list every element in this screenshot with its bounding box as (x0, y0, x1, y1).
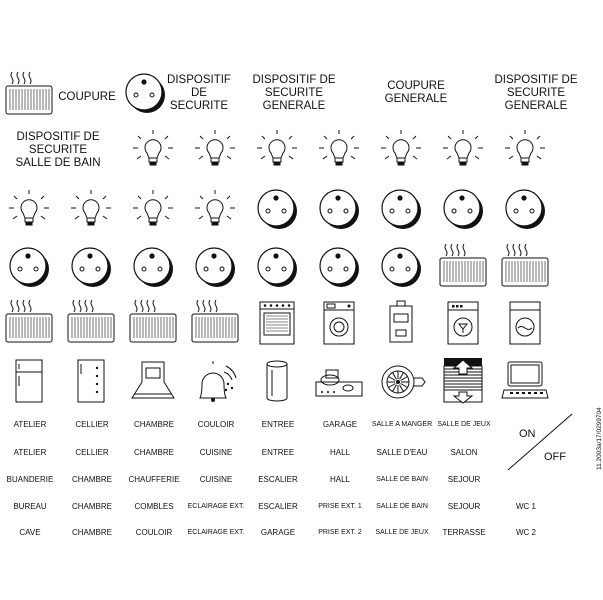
room-label: ECLAIRAGE EXT. (187, 503, 245, 510)
room-label: TERRASSE (442, 528, 486, 537)
socket-icon (252, 186, 302, 232)
socket-icon (252, 244, 302, 290)
room-label: HALL (329, 475, 350, 484)
room-label: SALON (450, 448, 478, 457)
room-label: COULOIR (135, 528, 173, 537)
room-label: SALLE DE JEUX (437, 421, 491, 428)
cooktop-icon (314, 358, 364, 404)
header-coupure: COUPURE (58, 91, 116, 103)
bulb-icon (314, 126, 364, 172)
fan-heater-icon (376, 358, 426, 404)
dishwasher-icon (438, 300, 488, 346)
room-label: CHAMBRE (133, 448, 174, 457)
room-label: WC 2 (516, 528, 536, 537)
radiator-icon (4, 300, 54, 346)
room-label: BUREAU (13, 502, 47, 511)
room-label: ENTREE (261, 448, 295, 457)
water-heater-icon (376, 300, 426, 346)
socket-icon (376, 186, 426, 232)
header-coupure-generale: COUPURE GENERALE (384, 80, 448, 105)
room-label: ATELIER (13, 420, 47, 429)
room-label: GARAGE (260, 528, 296, 537)
on-label: ON (519, 428, 536, 440)
bulb-icon (500, 126, 550, 172)
room-label: PRISE EXT. 1 (318, 503, 362, 510)
room-label: COMBLES (134, 502, 174, 511)
oven-icon (252, 300, 302, 346)
room-label: SALLE D'EAU (376, 448, 428, 457)
room-label: ECLAIRAGE EXT. (187, 529, 245, 536)
dryer-icon (500, 300, 550, 346)
room-label: GARAGE (322, 420, 358, 429)
reference-code: 11.2003a/17/0299704 (596, 407, 603, 470)
bulb-icon (190, 186, 240, 232)
room-label: SALLE DE BAIN (376, 476, 428, 483)
radiator-icon (128, 300, 178, 346)
room-label: SALLE A MANGER (371, 421, 433, 428)
radiator-icon (190, 300, 240, 346)
freezer-icon (66, 358, 116, 404)
room-label: SALLE DE JEUX (375, 529, 429, 536)
room-label: SALLE DE BAIN (376, 503, 428, 510)
socket-icon (128, 244, 178, 290)
socket-icon (376, 244, 426, 290)
shutter-icon (438, 358, 488, 404)
bulb-icon (128, 186, 178, 232)
bulb-icon (66, 186, 116, 232)
room-label: HALL (329, 448, 350, 457)
socket-icon (314, 186, 364, 232)
room-label: CUISINE (199, 448, 233, 457)
room-label: ENTREE (261, 420, 295, 429)
header-dispositif-securite: DISPOSITIF DE SECURITE (167, 74, 231, 112)
computer-icon (500, 358, 550, 404)
fridge-icon (4, 358, 54, 404)
radiator-icon (66, 300, 116, 346)
hood-icon (128, 358, 178, 404)
room-label: SEJOUR (447, 475, 481, 484)
room-label: CUISINE (199, 475, 233, 484)
room-label: CELLIER (75, 448, 109, 457)
washing-machine-icon (314, 300, 364, 346)
radiator-icon (438, 244, 488, 290)
bulb-icon (4, 186, 54, 232)
room-label: CHAUFFERIE (128, 475, 180, 484)
room-label: ATELIER (13, 448, 47, 457)
off-label: OFF (544, 451, 566, 463)
bell-icon (190, 358, 240, 404)
room-label: CAVE (19, 528, 41, 537)
room-label: ESCALIER (258, 475, 298, 484)
radiator-icon (4, 72, 54, 118)
room-label: CELLIER (75, 420, 109, 429)
header-dispositif-securite-generale-2: DISPOSITIF DE SECURITE GENERALE (494, 74, 578, 112)
room-label: ESCALIER (258, 502, 298, 511)
cylinder-heater-icon (252, 358, 302, 404)
room-label: CHAMBRE (71, 528, 112, 537)
bulb-icon (252, 126, 302, 172)
bulb-icon (190, 126, 240, 172)
room-label: WC 1 (516, 502, 536, 511)
socket-icon (4, 244, 54, 290)
bulb-icon (128, 126, 178, 172)
room-label: SEJOUR (447, 502, 481, 511)
room-label: CHAMBRE (71, 475, 112, 484)
room-label: PRISE EXT. 2 (318, 529, 362, 536)
header-dispositif-salle-de-bain: DISPOSITIF DE SECURITE SALLE DE BAIN (15, 131, 101, 169)
room-label: CHAMBRE (133, 420, 174, 429)
socket-icon (190, 244, 240, 290)
room-label: COULOIR (197, 420, 235, 429)
header-dispositif-securite-generale-1: DISPOSITIF DE SECURITE GENERALE (252, 74, 336, 112)
bulb-icon (376, 126, 426, 172)
room-label: CHAMBRE (71, 502, 112, 511)
socket-icon (500, 186, 550, 232)
room-label: BUANDERIE (6, 475, 54, 484)
on-off-divider (504, 412, 576, 474)
socket-icon (438, 186, 488, 232)
radiator-icon (500, 244, 550, 290)
bulb-icon (438, 126, 488, 172)
socket-icon (66, 244, 116, 290)
socket-icon (314, 244, 364, 290)
